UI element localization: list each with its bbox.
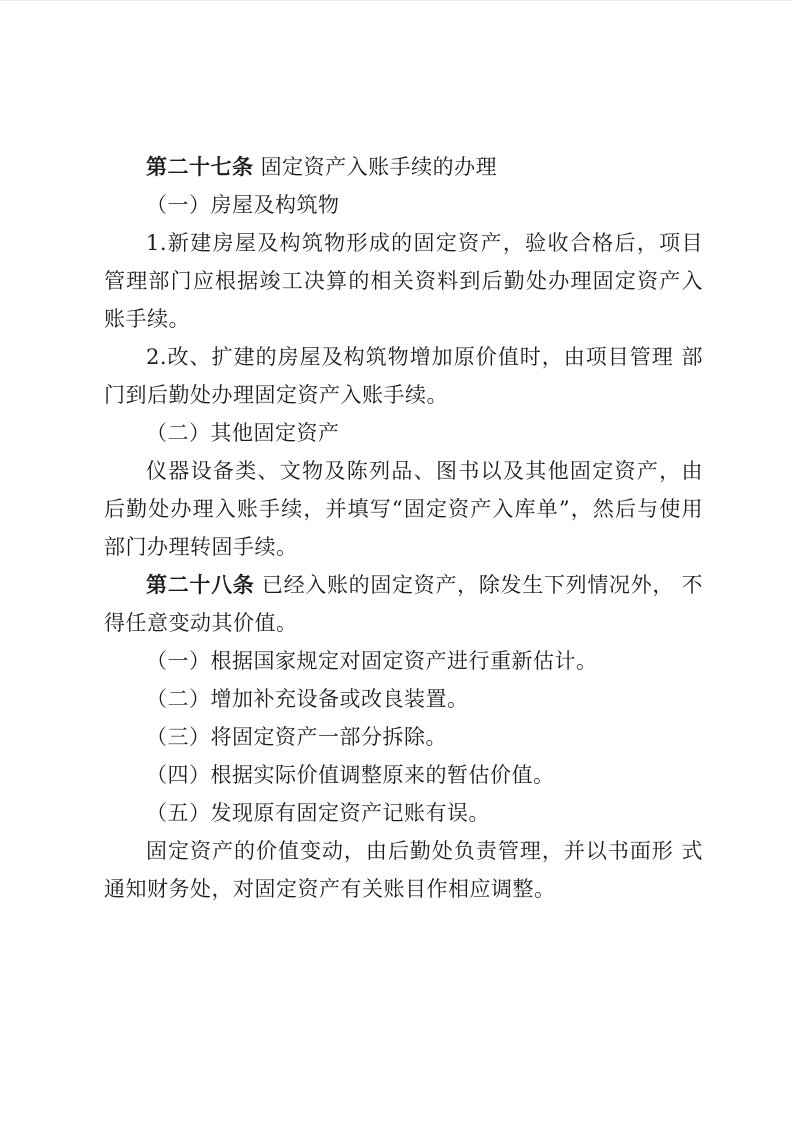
- clause-27-2: [104, 338, 703, 414]
- item-28-5: [104, 794, 703, 832]
- document-body: [104, 148, 703, 908]
- item-28-4-text: （四）根据实际价值调整原来的暂估价值。: [146, 763, 555, 787]
- section-2-heading-text: （二）其他固定资产: [146, 421, 340, 445]
- article-28-body-text: 已经入账的固定资产，除发生下列情况外， 不得任意变动其价值。: [104, 573, 704, 635]
- item-28-2-text: （二）增加补充设备或改良装置。: [146, 687, 469, 711]
- section-1-heading: [104, 186, 703, 224]
- closing-paragraph: [104, 832, 703, 908]
- section-1-heading-text: （一）房屋及构筑物: [146, 193, 340, 217]
- item-28-3: [104, 718, 703, 756]
- article-28-number: 第二十八条: [146, 572, 255, 597]
- item-28-2: [104, 680, 703, 718]
- item-28-1: [104, 642, 703, 680]
- article-27-heading: [104, 148, 703, 186]
- closing-paragraph-text: 固定资产的价值变动，由后勤处负责管理，并以书面形 式通知财务处，对固定资产有关账目作相应调整。: [104, 839, 703, 901]
- article-27-number: 第二十七条: [146, 154, 254, 179]
- clause-27-1: [104, 224, 703, 338]
- item-28-4: [104, 756, 703, 794]
- item-28-5-text: （五）发现原有固定资产记账有误。: [146, 801, 490, 825]
- clause-27-2-text: 2.改、扩建的房屋及构筑物增加原价值时，由项目管理 部门到后勤处办理固定资产入账手续。: [104, 345, 703, 407]
- item-28-3-text: （三）将固定资产一部分拆除。: [146, 725, 447, 749]
- section-2-heading: [104, 414, 703, 452]
- item-28-1-text: （一）根据国家规定对固定资产进行重新估计。: [146, 649, 598, 673]
- section-2-body: [104, 452, 703, 566]
- clause-27-1-text: 1.新建房屋及构筑物形成的固定资产，验收合格后，项目管理部门应根据竣工决算的相关资料到后勤处办理固定资产入账手续。: [104, 231, 703, 331]
- article-27-title: 固定资产入账手续的办理: [253, 155, 498, 179]
- article-28-heading: [104, 566, 703, 642]
- section-2-body-text: 仪器设备类、文物及陈列品、图书以及其他固定资产，由后勤处办理入账手续，并填写“固定资产入库单”，然后与使用部门办理转固手续。: [104, 459, 703, 559]
